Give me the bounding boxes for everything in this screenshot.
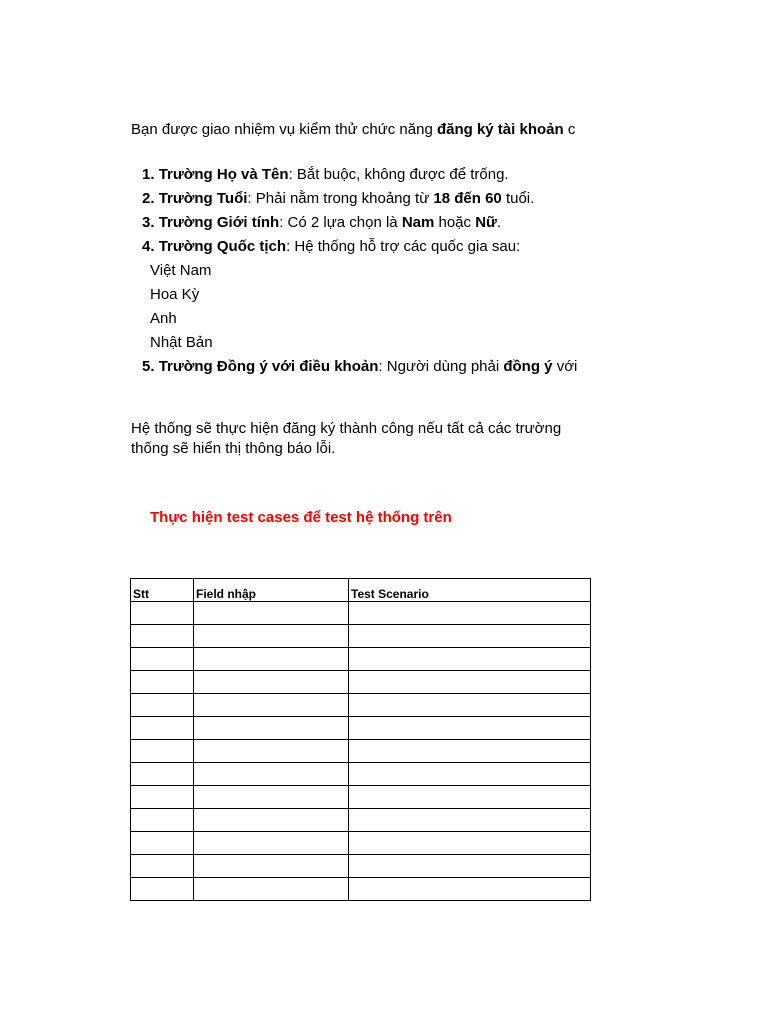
- table-cell: [131, 717, 194, 740]
- table-cell: [131, 878, 194, 901]
- table-cell: [349, 648, 591, 671]
- requirement-item-nationality: 4. Trường Quốc tịch: Hệ thống hỗ trợ các quốc gia sau:: [142, 238, 521, 255]
- table-cell: [349, 786, 591, 809]
- table-row: [131, 717, 591, 740]
- intro-text: Bạn được giao nhiệm vụ kiểm thử chức năng đăng ký tài khoản c: [131, 121, 576, 138]
- table-cell: [194, 855, 349, 878]
- requirement-item-age: 2. Trường Tuổi: Phải nằm trong khoảng từ 18 đến 60 tuổi.: [142, 190, 535, 207]
- table-cell: [349, 878, 591, 901]
- column-header-scenario: Test Scenario: [349, 579, 591, 602]
- table-cell: [194, 809, 349, 832]
- table-row: [131, 786, 591, 809]
- table-cell: [194, 648, 349, 671]
- table-cell: [131, 602, 194, 625]
- table-cell: [349, 832, 591, 855]
- country-item: Anh: [150, 310, 177, 327]
- test-case-table: [130, 578, 591, 901]
- table-cell: [131, 648, 194, 671]
- table-cell: [194, 763, 349, 786]
- table-header-row: [131, 579, 591, 602]
- table-row: [131, 625, 591, 648]
- table-cell: [194, 786, 349, 809]
- country-item: Hoa Kỳ: [150, 286, 200, 303]
- table-cell: [131, 694, 194, 717]
- result-paragraph-line-1: Hệ thống sẽ thực hiện đăng ký thành công nếu tất cả các trường: [131, 420, 562, 437]
- table-row: [131, 671, 591, 694]
- table-cell: [349, 694, 591, 717]
- table-cell: [349, 602, 591, 625]
- table-row: [131, 740, 591, 763]
- table-cell: [194, 717, 349, 740]
- requirement-item-name: 1. Trường Họ và Tên: Bắt buộc, không được để trống.: [142, 166, 509, 183]
- table-cell: [194, 671, 349, 694]
- table-cell: [131, 625, 194, 648]
- table-cell: [131, 832, 194, 855]
- table-cell: [131, 855, 194, 878]
- table-cell: [349, 809, 591, 832]
- table-cell: [131, 740, 194, 763]
- requirement-item-gender: 3. Trường Giới tính: Có 2 lựa chọn là Nam hoặc Nữ.: [142, 214, 502, 231]
- table-cell: [194, 602, 349, 625]
- table-cell: [194, 625, 349, 648]
- table-row: [131, 648, 591, 671]
- country-item: Nhật Bản: [150, 334, 213, 351]
- table-cell: [349, 740, 591, 763]
- table-cell: [194, 740, 349, 763]
- table-cell: [349, 717, 591, 740]
- table-cell: [349, 671, 591, 694]
- country-item: Việt Nam: [150, 262, 212, 279]
- table-cell: [131, 763, 194, 786]
- result-paragraph-line-2: thống sẽ hiển thị thông báo lỗi.: [131, 440, 336, 457]
- table-cell: [131, 809, 194, 832]
- table-cell: [349, 763, 591, 786]
- task-heading: Thực hiện test cases để test hệ thống trên: [150, 509, 452, 526]
- table-row: [131, 878, 591, 901]
- table-cell: [194, 878, 349, 901]
- column-header-stt: Stt: [131, 579, 194, 602]
- table-row: [131, 763, 591, 786]
- table-row: [131, 855, 591, 878]
- requirement-item-terms: 5. Trường Đồng ý với điều khoản: Người dùng phải đồng ý với: [142, 358, 578, 375]
- table-cell: [349, 855, 591, 878]
- table-row: [131, 694, 591, 717]
- table-body: [131, 602, 591, 901]
- table-row: [131, 602, 591, 625]
- table-cell: [194, 694, 349, 717]
- table-row: [131, 809, 591, 832]
- table-cell: [131, 786, 194, 809]
- column-header-field: Field nhập: [194, 579, 349, 602]
- table-cell: [349, 625, 591, 648]
- table-row: [131, 832, 591, 855]
- table-cell: [131, 671, 194, 694]
- table-cell: [194, 832, 349, 855]
